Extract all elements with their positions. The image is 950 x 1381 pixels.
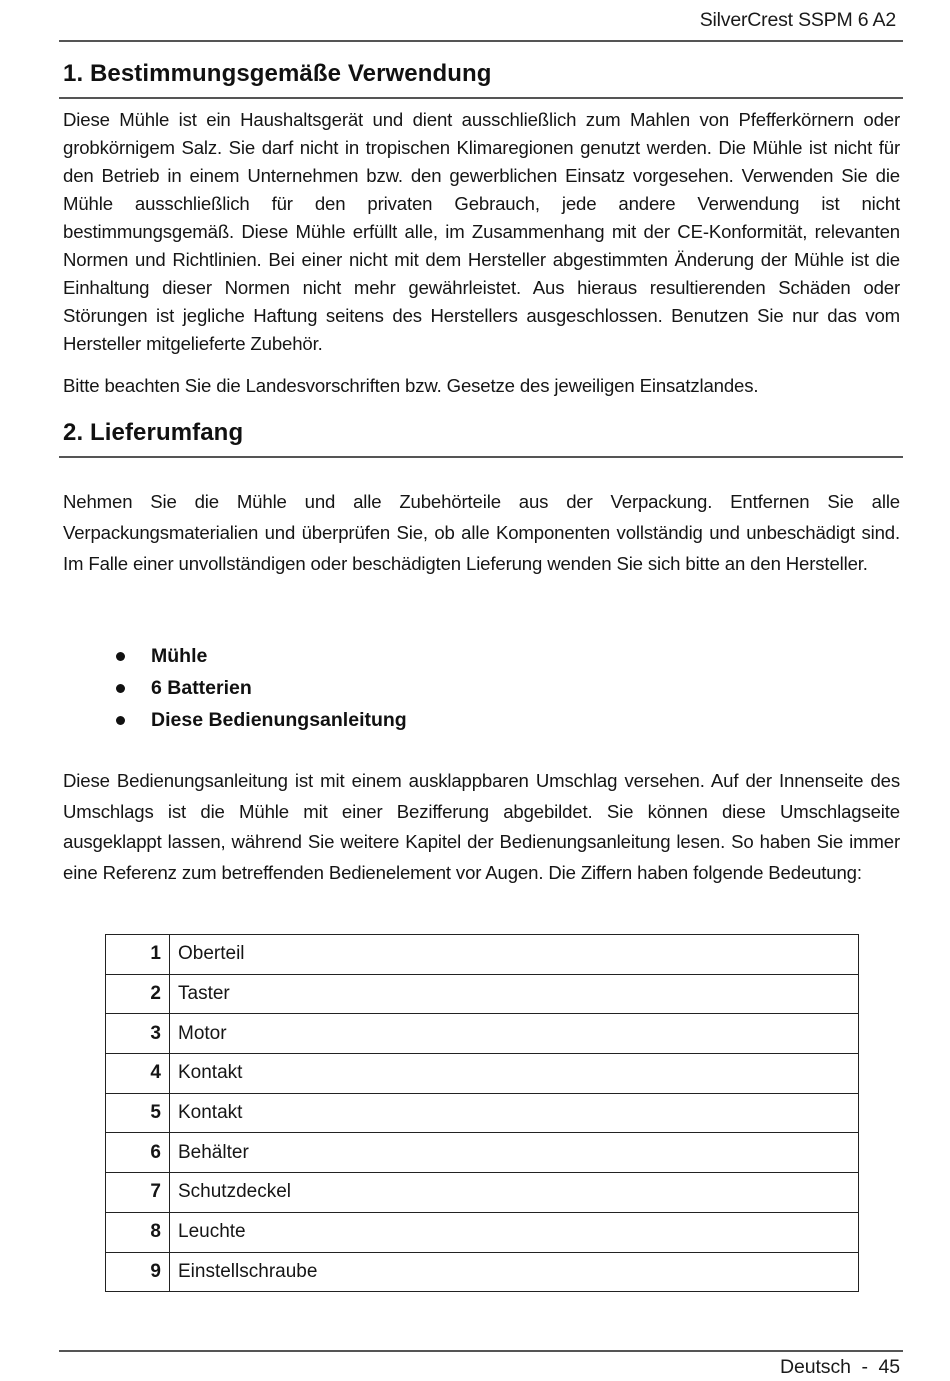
list-item-label: 6 Batterien — [151, 677, 252, 699]
intended-use-paragraph: Diese Mühle ist ein Haushaltsgerät und dient ausschließlich zum Mahlen von Pfefferkörnern oder grobkörnigem Salz. Sie darf nicht in tropischen Klimaregionen genutzt werden. Die Mühle ist nicht für den Betrieb in einem Unternehmen bzw. den gewerblichen Einsatz vorgesehen. Verwenden Sie die Mühle ausschließlich für den privaten Gebrauch, jede andere Verwendung ist nicht bestimmungsgemäß. Diese Mühle erfüllt alle, im Zusammenhang mit der CE-Konformität, relevanten Normen und Richtlinien. Bei einer nicht mit dem Hersteller abgestimmten Änderung der Mühle ist die Einhaltung dieser Normen nicht mehr gewährleistet. Aus hieraus resultierenden Schäden oder Störungen ist jegliche Haftung seitens des Herstellers ausgeschlossen. Benutzen Sie nur das vom Hersteller mitgelieferte Zubehör. — [63, 109, 900, 354]
part-name: Taster — [170, 974, 859, 1014]
part-name: Leuchte — [170, 1212, 859, 1252]
part-name: Schutzdeckel — [170, 1173, 859, 1213]
part-number: 3 — [106, 1014, 170, 1054]
list-item-label: Mühle — [151, 645, 208, 667]
part-number: 2 — [106, 974, 170, 1014]
part-number: 8 — [106, 1212, 170, 1252]
part-number: 7 — [106, 1173, 170, 1213]
bullet-icon — [116, 716, 125, 725]
bullet-icon — [116, 652, 125, 661]
regulations-paragraph: Bitte beachten Sie die Landesvorschriften bzw. Gesetze des jeweiligen Einsatzlandes. — [63, 375, 759, 396]
parts-table — [105, 934, 859, 1292]
part-name: Kontakt — [170, 1093, 859, 1133]
part-name: Oberteil — [170, 935, 859, 975]
section-2-heading: 2. Lieferumfang — [63, 419, 244, 446]
unpacking-paragraph: Nehmen Sie die Mühle und alle Zubehörteile aus der Verpackung. Entfernen Sie alle Verpackungsmaterialien und überprüfen Sie, ob alle Komponenten vollständig und unbeschädigt sind. Im Falle einer unvollständigen oder beschädigten Lieferung wenden Sie sich bitte an den Hersteller. — [63, 491, 900, 574]
table-row — [106, 974, 859, 1014]
bullet-icon — [116, 684, 125, 693]
table-row — [106, 935, 859, 975]
table-row — [106, 1014, 859, 1054]
part-number: 6 — [106, 1133, 170, 1173]
foldout-cover-paragraph: Diese Bedienungsanleitung ist mit einem ausklappbaren Umschlag versehen. Auf der Innenseite des Umschlags ist die Mühle mit einer Bezifferung abgebildet. Sie können diese Umschlagseite ausgeklappt lassen, während Sie weitere Kapitel der Bedienungsanleitung lesen. So haben Sie immer eine Referenz zum betreffenden Bedienelement vor Augen. Die Ziffern haben folgende Bedeutung: — [63, 770, 900, 883]
part-name: Einstellschraube — [170, 1252, 859, 1292]
section-1-divider — [59, 97, 903, 99]
part-number: 5 — [106, 1093, 170, 1133]
part-name: Behälter — [170, 1133, 859, 1173]
part-number: 9 — [106, 1252, 170, 1292]
list-item-label: Diese Bedienungsanleitung — [151, 709, 407, 731]
delivery-contents-list — [112, 640, 407, 736]
footer-divider — [59, 1350, 903, 1352]
header-divider — [59, 40, 903, 42]
section-2-divider — [59, 456, 903, 458]
table-row — [106, 1173, 859, 1213]
list-item — [112, 640, 407, 672]
list-item — [112, 672, 407, 704]
part-name: Motor — [170, 1014, 859, 1054]
list-item — [112, 704, 407, 736]
table-row — [106, 1093, 859, 1133]
table-row — [106, 1212, 859, 1252]
part-number: 4 — [106, 1054, 170, 1094]
page-header: SilverCrest SSPM 6 A2 — [699, 9, 896, 31]
table-row — [106, 1133, 859, 1173]
table-row — [106, 1054, 859, 1094]
page-footer: Deutsch - 45 — [780, 1356, 900, 1378]
part-name: Kontakt — [170, 1054, 859, 1094]
table-row — [106, 1252, 859, 1292]
section-1-heading: 1. Bestimmungsgemäße Verwendung — [63, 60, 492, 87]
part-number: 1 — [106, 935, 170, 975]
